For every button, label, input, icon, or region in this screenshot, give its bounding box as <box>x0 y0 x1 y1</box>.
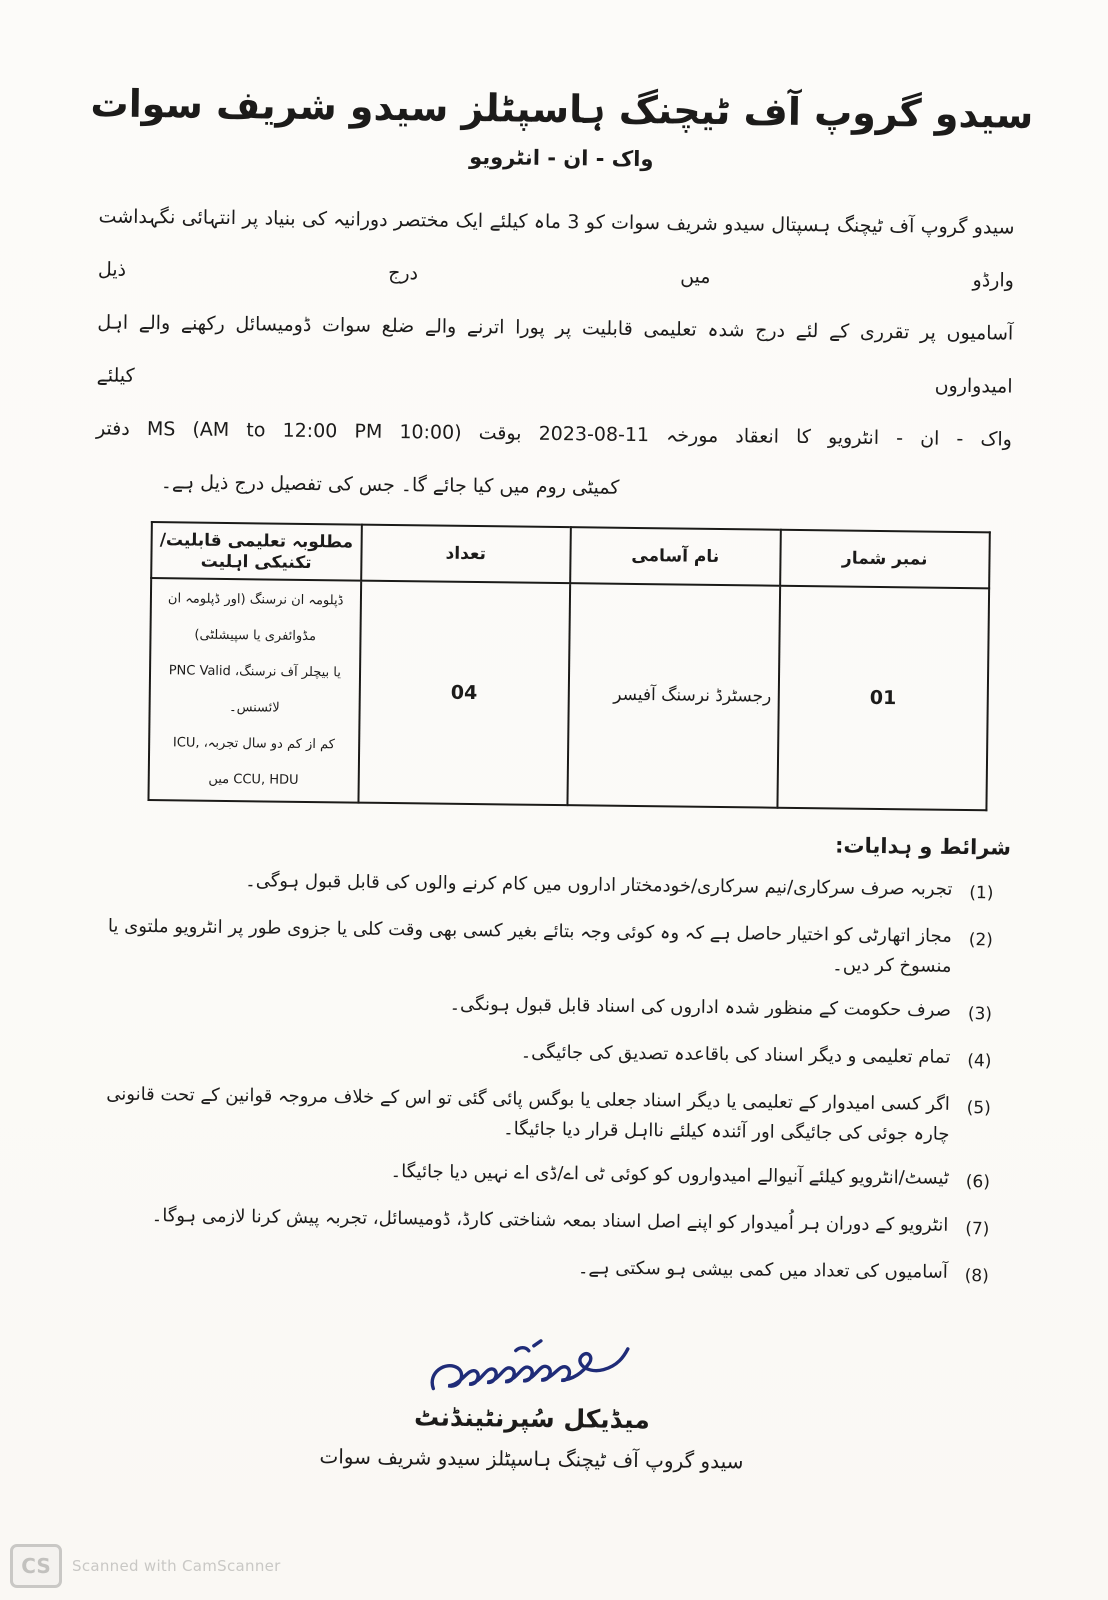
intro-paragraph <box>95 190 1015 519</box>
walk-in-interview-subtitle: واک - ان - انٹرویو <box>469 144 654 171</box>
cell-count: 04 <box>358 580 570 805</box>
camscanner-logo-icon: CS <box>10 1544 62 1588</box>
hospital-title: سیدو گروپ آف ٹیچنگ ہاسپٹلز سیدو شریف سوات <box>90 81 1034 137</box>
cell-post-name: رجسٹرڈ نرسنگ آفیسر <box>567 583 779 808</box>
condition-text: ٹیسٹ/انٹرویو کیلئے آنیوالے امیدواروں کو کوئی ٹی اے/ڈی اے نہیں دیا جائیگا۔ <box>390 1160 950 1189</box>
condition-item-3 <box>85 985 1009 1029</box>
intro-line-2: آسامیوں پر تقرری کے لئے درج شدہ تعلیمی قابلیت پر پورا اترنے والے ضلع سوات ڈومیسائل رکھنے والے اہل امیدواروں کیلئے <box>96 310 1014 398</box>
condition-item-2 <box>85 911 1010 982</box>
condition-number: (6) <box>965 1171 991 1192</box>
condition-text: انٹرویو کے دوران ہر اُمیدوار کو اپنے اصل اسناد بمعہ شناختی کارڈ، ڈومیسائل، تجربہ پیش کرنا لازمی ہوگا۔ <box>151 1204 949 1236</box>
conditions-heading: شرائط و ہدایات: <box>834 832 1012 860</box>
condition-item-7 <box>82 1200 1006 1244</box>
condition-item-8 <box>82 1247 1006 1291</box>
condition-text: آسامیوں کی تعداد میں کمی بیشی ہو سکتی ہے۔ <box>577 1256 948 1283</box>
condition-item-1 <box>86 864 1010 908</box>
condition-number: (8) <box>964 1265 989 1286</box>
condition-text: اگر کسی امیدوار کے تعلیمی یا دیگر اسناد جعلی یا بوگس پائی گئی تو اس کے خلاف مروجہ قوانین کے تحت قانونی چارہ جوئی کی جائیگی اور آئندہ کیلئے نااہل قرار دیا جائیگا۔ <box>106 1083 950 1145</box>
condition-number: (2) <box>968 929 994 950</box>
table-header-row <box>151 522 990 588</box>
condition-number: (7) <box>965 1218 990 1239</box>
header-post-name: نام آسامی <box>570 527 780 586</box>
condition-text: تمام تعلیمی و دیگر اسناد کی باقاعدہ تصدیق کی جائیگی۔ <box>520 1041 951 1068</box>
qualification-line-1: ڈپلومہ ان نرسنگ (اور ڈپلومہ ان مڈوائفری یا سپیشلٹی) <box>167 590 344 644</box>
vacancy-table <box>147 521 990 811</box>
qualification-line-2: یا بیچلر آف نرسنگ، PNC Valid لائسنس۔ <box>168 662 341 716</box>
header-qualification: مطلوبہ تعلیمی قابلیت/تکنیکی اہلیت <box>151 522 361 581</box>
intro-line-1: سیدو گروپ آف ٹیچنگ ہسپتال سیدو شریف سوات کو 3 ماہ کیلئے ایک مختصر دورانیہ کی بنیاد پر انتہائی نگہداشت وارڈو میں درج ذیل <box>97 204 1015 292</box>
signature-block <box>311 1335 753 1473</box>
camscanner-label: Scanned with CamScanner <box>72 1557 281 1575</box>
signatory-organization: سیدو گروپ آف ٹیچنگ ہاسپٹلز سیدو شریف سوات <box>319 1443 744 1473</box>
table-row <box>148 578 989 810</box>
condition-text: تجربہ صرف سرکاری/نیم سرکاری/خودمختار اداروں میں کام کرنے والوں کی قابل قبول ہوگی۔ <box>245 869 953 900</box>
vacancy-table-body <box>148 578 989 810</box>
document-header <box>7 0 1108 176</box>
qualification-line-3: کم از کم دو سال تجربہ، ICU, CCU, HDU میں <box>172 734 335 788</box>
condition-item-5 <box>83 1079 1008 1150</box>
condition-number: (4) <box>967 1050 992 1071</box>
condition-number: (3) <box>967 1003 993 1024</box>
header-serial-number: نمبر شمار <box>780 529 990 588</box>
intro-line-3: واک - ان - انٹرویو کا انعقاد مورخہ 11-08-2023 بوقت (10:00 AM to 12:00 PM) MS دفتر <box>95 416 1013 451</box>
condition-item-4 <box>84 1032 1008 1076</box>
condition-number: (5) <box>966 1097 991 1118</box>
camscanner-watermark <box>10 1544 281 1588</box>
signatory-title: میڈیکل سُپرنٹینڈنٹ <box>413 1401 650 1434</box>
header-count: تعداد <box>361 524 571 583</box>
condition-number: (1) <box>969 882 994 903</box>
cell-serial-number: 01 <box>777 585 989 810</box>
cell-qualification <box>148 578 360 803</box>
conditions-section <box>82 824 1012 1291</box>
condition-item-6 <box>83 1153 1007 1197</box>
vacancy-table-head <box>151 522 990 588</box>
intro-line-4: کمیٹی روم میں کیا جائے گا۔ جس کی تفصیل درج ذیل ہے۔ <box>160 470 620 499</box>
condition-text: مجاز اتھارٹی کو اختیار حاصل ہے کہ وہ کوئی وجہ بتائے بغیر کسی بھی وقت کلی یا جزوی طور پر انٹرویو ملتوی یا منسوخ کر دیں۔ <box>107 915 953 977</box>
signature-ink-icon <box>417 1336 648 1411</box>
condition-text: صرف حکومت کے منظور شدہ اداروں کی اسناد قابل قبول ہونگی۔ <box>449 993 952 1021</box>
